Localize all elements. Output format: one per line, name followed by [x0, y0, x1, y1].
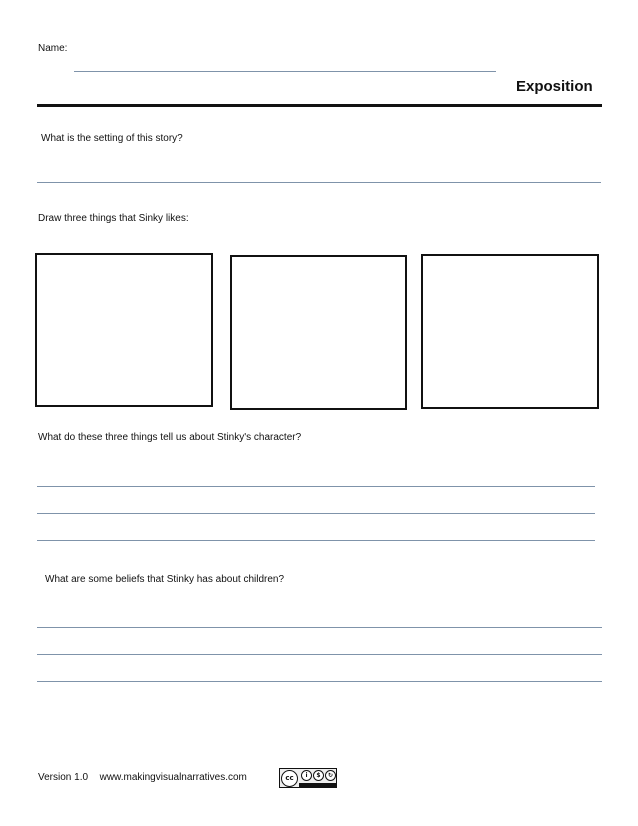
- website-link[interactable]: www.makingvisualnarratives.com: [99, 772, 247, 783]
- question-draw-three-things: Draw three things that Sinky likes:: [38, 213, 189, 224]
- answer-line-character-1[interactable]: [37, 486, 595, 487]
- non-commercial-icon: $: [313, 770, 324, 781]
- share-alike-icon: ↻: [325, 770, 336, 781]
- answer-line-character-3[interactable]: [37, 540, 595, 541]
- answer-line-beliefs-3[interactable]: [37, 681, 602, 682]
- question-setting: What is the setting of this story?: [41, 133, 183, 144]
- creative-commons-by-nc-sa-icon: [279, 768, 337, 788]
- cc-logo-icon: cc: [281, 770, 298, 787]
- page-title: Exposition: [516, 78, 593, 95]
- header-divider: [37, 104, 602, 107]
- question-beliefs: What are some beliefs that Stinky has about children?: [45, 574, 285, 585]
- name-writing-line[interactable]: [74, 71, 496, 72]
- version-label: Version 1.0: [38, 772, 89, 783]
- drawing-box-2[interactable]: [230, 255, 407, 410]
- by-attribution-icon: i: [301, 770, 312, 781]
- footer-version: [38, 772, 247, 784]
- name-label: Name:: [38, 43, 68, 54]
- drawing-box-1[interactable]: [35, 253, 213, 407]
- answer-line-character-2[interactable]: [37, 513, 595, 514]
- answer-line-setting[interactable]: [37, 182, 601, 183]
- question-character: What do these three things tell us about Stinky's character?: [38, 432, 302, 443]
- cc-license-bar: [299, 783, 336, 788]
- drawing-box-3[interactable]: [421, 254, 599, 409]
- answer-line-beliefs-1[interactable]: [37, 627, 602, 628]
- answer-line-beliefs-2[interactable]: [37, 654, 602, 655]
